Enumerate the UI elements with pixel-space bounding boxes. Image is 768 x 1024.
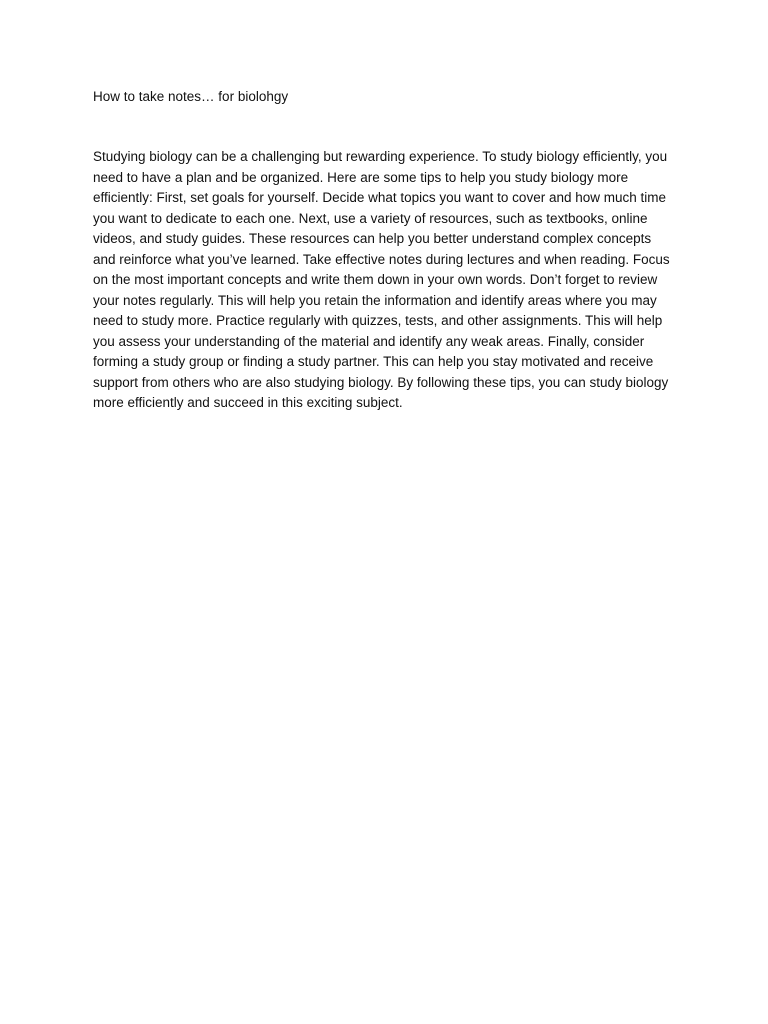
document-body-paragraph: Studying biology can be a challenging but rewarding experience. To study biology efficiently, you need to have a plan and be organized. Here are some tips to help you study biology more efficiently: First, set goals for yourself. Decide what topics you want to cover and how much time you want to dedicate to each one. Next, use a variety of resources, such as textbooks, online videos, and study guides. These resources can help you better understand complex concepts and reinforce what you’ve learned. Take effective notes during lectures and when reading. Focus on the most important concepts and write them down in your own words. Don’t forget to review your notes regularly. This will help you retain the information and identify areas where you may need to study more. Practice regularly with quizzes, tests, and other assignments. This will help you assess your understanding of the material and identify any weak areas. Finally, consider forming a study group or finding a study partner. This can help you stay motivated and receive support from others who are also studying biology. By following these tips, you can study biology more efficiently and succeed in this exciting subject. xyxy=(93,149,670,410)
document-title: How to take notes… for biolohgy xyxy=(93,89,289,104)
